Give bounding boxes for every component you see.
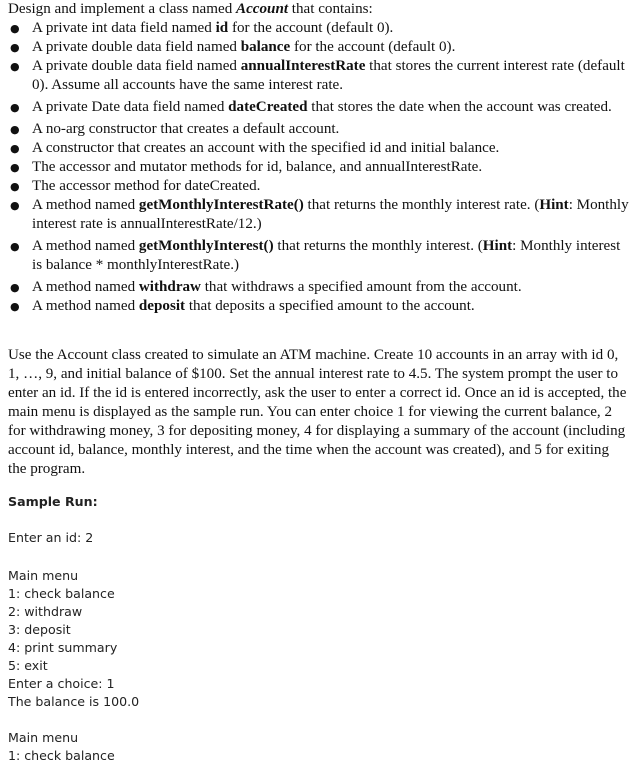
list-item: ● A method named getMonthlyInterest() that returns the monthly interest. (Hint: Monthly interest is balance * monthlyInterestRate.): [10, 238, 621, 273]
class-name: Account: [236, 1, 289, 17]
bullet-icon: ●: [10, 300, 20, 313]
list-item: ● A private double data field named balance for the account (default 0).: [10, 39, 456, 55]
list-item: ● The accessor method for dateCreated.: [10, 178, 261, 194]
atm-description: Use the Account class created to simulate an ATM machine. Create 10 accounts in an array with id 0, 1, …, 9, and initial balance of $100. Set the annual interest rate to 4.5. The system prompt the user to enter an id. If the id is entered incorrectly, ask the user to enter a correct id. Once an id is accepted, the main menu is displayed as the sample run. You can enter choice 1 for viewing the current balance, 2 for withdrawing money, 3 for depositing money, 4 for displaying a summary of the account (including account id, balance, monthly interest, and the time when the account was created), and 5 for exiting the program.: [8, 347, 627, 477]
menu-title: Main menu: [8, 730, 79, 745]
menu-item: 2: withdraw: [8, 604, 83, 619]
intro-suffix: that contains:: [288, 1, 373, 17]
bullet-icon: ●: [10, 142, 20, 155]
bullet-icon: ●: [10, 123, 20, 136]
menu-item: 1: check balance: [8, 748, 115, 763]
menu-title: Main menu: [8, 568, 79, 583]
list-item: ● A private int data field named id for the account (default 0).: [10, 20, 394, 36]
console-line: Enter an id: 2: [8, 530, 94, 545]
requirements-list: [0, 19, 630, 316]
list-item: ● A constructor that creates an account with the specified id and initial balance.: [10, 140, 500, 156]
bullet-icon: ●: [10, 240, 20, 253]
list-item: ● A no-arg constructor that creates a default account.: [10, 121, 340, 137]
console-line: The balance is 100.0: [8, 694, 140, 709]
bullet-icon: ●: [10, 101, 20, 114]
console-line: Enter a choice: 1: [8, 676, 115, 691]
bullet-icon: ●: [10, 41, 20, 54]
menu-item: 1: check balance: [8, 586, 115, 601]
list-item: ● The accessor and mutator methods for id, balance, and annualInterestRate.: [10, 159, 483, 175]
menu-item: 4: print summary: [8, 640, 118, 655]
sample-run-title: Sample Run:: [8, 494, 98, 509]
list-item: ● A method named getMonthlyInterestRate() that returns the monthly interest rate. (Hint: Monthly interest rate is annualInterestRate/12.): [10, 197, 629, 232]
list-item: ● A private double data field named annualInterestRate that stores the current interest rate (default 0). Assume all accounts have the same interest rate.: [10, 58, 625, 93]
bullet-icon: ●: [10, 281, 20, 294]
menu-item: 3: deposit: [8, 622, 71, 637]
bullet-icon: ●: [10, 60, 20, 73]
bullet-icon: ●: [10, 199, 20, 212]
bullet-icon: ●: [10, 22, 20, 35]
menu-item: 5: exit: [8, 658, 48, 673]
intro-prefix: Design and implement a class named: [8, 1, 237, 17]
list-item: ● A method named withdraw that withdraws a specified amount from the account.: [10, 279, 522, 295]
intro-line: [8, 0, 373, 19]
list-item: ● A private Date data field named dateCreated that stores the date when the account was created.: [10, 99, 612, 115]
bullet-icon: ●: [10, 180, 20, 193]
list-item: ● A method named deposit that deposits a specified amount to the account.: [10, 298, 475, 314]
bullet-icon: ●: [10, 161, 20, 174]
